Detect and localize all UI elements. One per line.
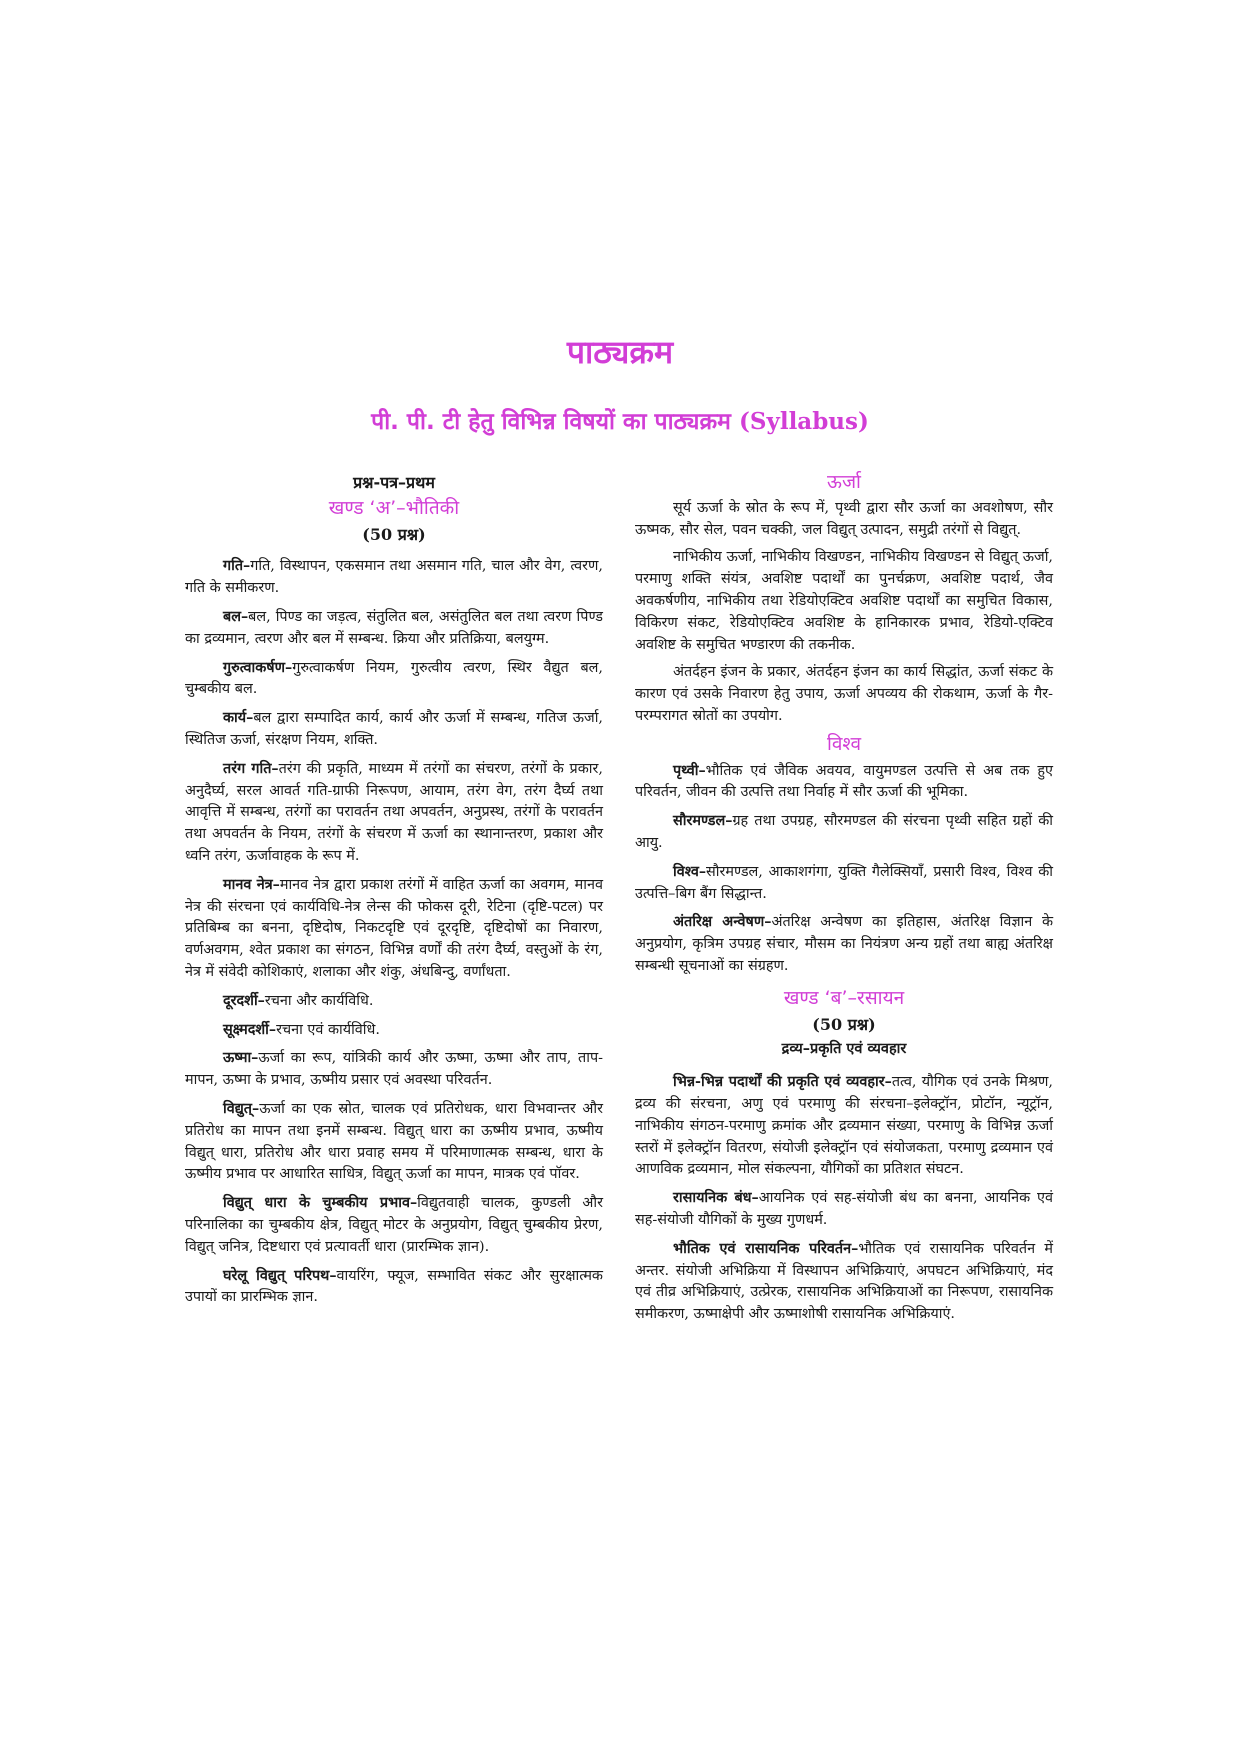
topic-term: बल– xyxy=(223,607,249,625)
topic-text: बल, पिण्ड का जड़त्व, संतुलित बल, असंतुलित बल तथा त्वरण पिण्ड का द्रव्यमान, त्वरण और बल में सम्बन्ध. क्रिया और प्रतिक्रिया, बलयुग्म. xyxy=(185,608,603,647)
universe-heading: विश्व xyxy=(826,732,862,755)
topic-paragraph xyxy=(185,1098,603,1186)
topic-paragraph xyxy=(185,555,603,600)
topic-text: ग्रह तथा उपग्रह, सौरमण्डल की संरचना पृथ्वी सहित ग्रहों की आयु. xyxy=(635,813,1053,851)
topic-term: अंतरिक्ष अन्वेषण– xyxy=(673,913,772,931)
topic-term: विश्व– xyxy=(673,862,707,880)
energy-paragraphs xyxy=(635,498,1053,728)
energy-heading: ऊर्जा xyxy=(827,471,861,493)
topic-text: गुरुत्वाकर्षण नियम, गुरुत्वीय त्वरण, स्थिर वैद्युत बल, चुम्बकीय बल. xyxy=(185,659,603,698)
topic-term: भौतिक एवं रासायनिक परिवर्तन– xyxy=(673,1239,859,1257)
topic-text: आयनिक एवं सह-संयोजी बंध का बनना, आयनिक एवं सह-संयोजी यौगिकों के मुख्य गुणधर्म. xyxy=(635,1190,1053,1228)
section-b-title: खण्ड ‘ब’–रसायन xyxy=(783,986,905,1009)
left-column xyxy=(185,472,603,1315)
topic-text: तत्व, यौगिक एवं उनके मिश्रण, द्रव्य की संरचना, अणु एवं परमाणु की संरचना–इलेक्ट्रॉन, प्रोटॉन, न्यूट्रॉन, नाभिकीय संगठन-परमाणु क्रमांक और द्रव्यमान संख्या, परमाणु के विभिन्न ऊर्जा स्तरों में इलेक्ट्रॉन वितरण, संयोजी इलेक्ट्रॉन एवं संयोजकता, परमाणु द्रव्यमान एवं आणविक द्रव्यमान, मोल संकल्पना, यौगिकों का प्रतिशत संघटन. xyxy=(635,1074,1053,1178)
matter-subsection-title: द्रव्य–प्रकृति एवं व्यवहार xyxy=(781,1041,907,1058)
page-title: पाठ्यक्रम xyxy=(566,333,674,371)
energy-paragraph: नाभिकीय ऊर्जा, नाभिकीय विखण्डन, नाभिकीय विखण्डन से विद्युत् ऊर्जा, परमाणु शक्ति संयंत्र, अवशिष्ट पदार्थों का पुनर्चक्रण, अवशिष्ट पदार्थ, जैव अवकर्षणीय, नाभिकीय तथा रेडियोएक्टिव अवशिष्ट पदार्थों का समुचित विकास, विकिरण संकट, रेडियोएक्टिव अवशिष्ट के हानिकारक प्रभाव, रेडियो-एक्टिव अवशिष्ट के समुचित भण्डारण की तकनीक. xyxy=(635,549,1053,653)
topic-term: पृथ्वी– xyxy=(673,761,706,779)
topic-paragraph xyxy=(185,758,603,868)
topic-paragraph xyxy=(185,990,603,1013)
topic-paragraph xyxy=(185,1019,603,1042)
topic-term: विद्युत्– xyxy=(223,1099,260,1117)
topic-text: सौरमण्डल, आकाशगंगा, युक्ति गैलेक्सियाँ, प्रसारी विश्व, विश्व की उत्पत्ति–बिग बैंग सिद्धान्त. xyxy=(635,863,1053,902)
paper-title: प्रश्न-पत्र–प्रथम xyxy=(353,473,435,492)
topic-text: रचना और कार्यविधि. xyxy=(264,992,374,1009)
topic-text: बल द्वारा सम्पादित कार्य, कार्य और ऊर्जा में सम्बन्ध, गतिज ऊर्जा, स्थितिज ऊर्जा, संरक्षण नियम, शक्ति. xyxy=(185,710,603,748)
topic-paragraph xyxy=(185,874,603,984)
topic-paragraph xyxy=(635,1238,1053,1326)
topic-paragraph xyxy=(635,810,1053,855)
topic-paragraph xyxy=(635,1071,1053,1181)
topic-paragraph xyxy=(185,1047,603,1092)
topic-text: वायरिंग, फ्यूज, सम्भावित संकट और सुरक्षात्मक उपायों का प्रारम्भिक ज्ञान. xyxy=(185,1267,603,1306)
topic-text: ऊर्जा का रूप, यांत्रिकी कार्य और ऊष्मा, ऊष्मा और ताप, ताप-मापन, ऊष्मा के प्रभाव, ऊष्मीय प्रसार एवं अवस्था परिवर्तन. xyxy=(185,1050,603,1089)
topic-text: तरंग की प्रकृति, माध्यम में तरंगों का संचरण, तरंगों के प्रकार, अनुदैर्घ्य, सरल आवर्त गति-ग्राफी निरूपण, आयाम, तरंग वेग, तरंग दैर्घ्य तथा आवृत्ति में सम्बन्ध, तरंगों का परावर्तन तथा अपवर्तन, अनुप्रस्थ, तरंगों के परावर्तन तथा अपवर्तन के नियम, तरंगों के संचरण में ऊर्जा का स्थानान्तरण, प्रकाश और ध्वनि तरंग, ऊर्जावाहक के रूप में. xyxy=(185,760,603,864)
topic-term: तरंग गति– xyxy=(223,759,279,777)
topic-paragraph xyxy=(185,657,603,702)
subtitle-english: (Syllabus) xyxy=(738,408,869,435)
topic-text: विद्युतवाही चालक, कुण्डली और परिनालिका का चुम्बकीय क्षेत्र, विद्युत् मोटर के अनुप्रयोग, विद्युत् चुम्बकीय प्रेरण, विद्युत् जनित्र, दिष्टधारा एवं प्रत्यावर्ती धारा (प्रारम्भिक ज्ञान). xyxy=(185,1195,603,1255)
topic-text: गति, विस्थापन, एकसमान तथा असमान गति, चाल और वेग, त्वरण, गति के समीकरण. xyxy=(185,558,603,597)
energy-paragraph: अंतर्दहन इंजन के प्रकार, अंतर्दहन इंजन का कार्य सिद्धांत, ऊर्जा संकट के कारण एवं उसके निवारण हेतु उपाय, ऊर्जा अपव्यय की रोकथाम, ऊर्जा के गैर-परम्परागत स्रोतों का उपयोग. xyxy=(635,664,1053,724)
topic-term: ऊष्मा– xyxy=(223,1049,259,1067)
topic-text: रचना एवं कार्यविधि. xyxy=(276,1021,380,1038)
page-subtitle xyxy=(0,404,1240,436)
topic-term: रासायनिक बंध– xyxy=(673,1189,759,1207)
topic-paragraph xyxy=(185,707,603,752)
topic-paragraph xyxy=(185,1265,603,1310)
section-a-question-count: (50 प्रश्न) xyxy=(362,524,426,544)
physics-topic-list xyxy=(185,555,603,1309)
topic-paragraph xyxy=(635,1187,1053,1232)
section-b-question-count: (50 प्रश्न) xyxy=(812,1014,876,1034)
topic-text: मानव नेत्र द्वारा प्रकाश तरंगों में वाहित ऊर्जा का अवगम, मानव नेत्र की संरचना एवं कार्यविधि-नेत्र लेन्स की फोकस दूरी, रेटिना (दृष्टि-पटल) पर प्रतिबिम्ब का बनना, दृष्टिदोष, निकटदृष्टि एवं दूरदृष्टि, दृष्टिदोषों का निवारण, वर्णअवगम, श्वेत प्रकाश का संगठन, विभिन्न वर्णों की तरंग दैर्घ्य, वस्तुओं के रंग, नेत्र में संवेदी कोशिकाएं, शलाका और शंकु, अंधबिन्दु, वर्णांधता. xyxy=(185,876,603,980)
topic-term: कार्य– xyxy=(223,709,254,727)
topic-text: अंतरिक्ष अन्वेषण का इतिहास, अंतरिक्ष विज्ञान के अनुप्रयोग, कृत्रिम उपग्रह संचार, मौसम का नियंत्रण अन्य ग्रहों तथा बाह्य अंतरिक्ष सम्बन्धी सूचनाओं का संग्रहण. xyxy=(635,914,1053,974)
topic-term: गति– xyxy=(223,557,251,575)
topic-term: घरेलू विद्युत् परिपथ– xyxy=(223,1266,337,1284)
subtitle-hindi: पी. पी. टी हेतु विभिन्न विषयों का पाठ्यक्रम xyxy=(371,409,731,435)
topic-term: भिन्न-भिन्न पदार्थों की प्रकृति एवं व्यवहार– xyxy=(673,1073,892,1091)
topic-text: ऊर्जा का एक स्रोत, चालक एवं प्रतिरोधक, धारा विभवान्तर और प्रतिरोध का मापन तथा इनमें सम्बन्ध. विद्युत् धारा का ऊष्मीय प्रभाव, ऊष्मीय विद्युत् धारा, प्रतिरोध और धारा प्रवाह समय में परिमाणात्मक सम्बन्ध, धारा के ऊष्मीय प्रभाव पर आधारित साधित्र, विद्युत् ऊर्जा का मापन, मात्रक एवं पॉवर. xyxy=(185,1100,603,1183)
topic-term: गुरुत्वाकर्षण– xyxy=(223,658,293,676)
universe-topic-list xyxy=(635,760,1053,978)
topic-text: भौतिक एवं जैविक अवयव, वायुमण्डल उत्पत्ति से अब तक हुए परिवर्तन, जीवन की उत्पत्ति तथा निर्वाह में सौर ऊर्जा की भूमिका. xyxy=(635,762,1053,801)
topic-term: दूरदर्शी– xyxy=(223,991,265,1009)
chemistry-topic-list xyxy=(635,1071,1053,1326)
topic-paragraph xyxy=(635,861,1053,906)
topic-paragraph xyxy=(635,760,1053,805)
topic-term: सूक्ष्मदर्शी– xyxy=(223,1020,277,1038)
topic-paragraph xyxy=(635,911,1053,977)
topic-paragraph xyxy=(185,606,603,651)
topic-term: सौरमण्डल– xyxy=(673,812,733,830)
topic-text: भौतिक एवं रासायनिक परिवर्तन में अन्तर. संयोजी अभिक्रिया में विस्थापन अभिक्रियाएं, अपघटन अभिक्रियाएं, मंद एवं तीव्र अभिक्रियाएं, उत्प्रेरक, रासायनिक अभिक्रियाओं का निरूपण, रासायनिक समीकरण, ऊष्माक्षेपी और ऊष्माशोषी रासायनिक अभिक्रियाएं. xyxy=(635,1240,1053,1323)
topic-term: विद्युत् धारा के चुम्बकीय प्रभाव– xyxy=(223,1194,418,1212)
topic-term: मानव नेत्र– xyxy=(223,875,280,893)
right-column xyxy=(635,472,1053,1332)
energy-paragraph: सूर्य ऊर्जा के स्रोत के रूप में, पृथ्वी द्वारा सौर ऊर्जा का अवशोषण, सौर ऊष्मक, सौर सेल, पवन चक्की, जल विद्युत् उत्पादन, समुद्री तरंगों से विद्युत्. xyxy=(635,499,1053,538)
section-a-title: खण्ड ‘अ’–भौतिकी xyxy=(328,496,460,519)
topic-paragraph xyxy=(185,1192,603,1258)
